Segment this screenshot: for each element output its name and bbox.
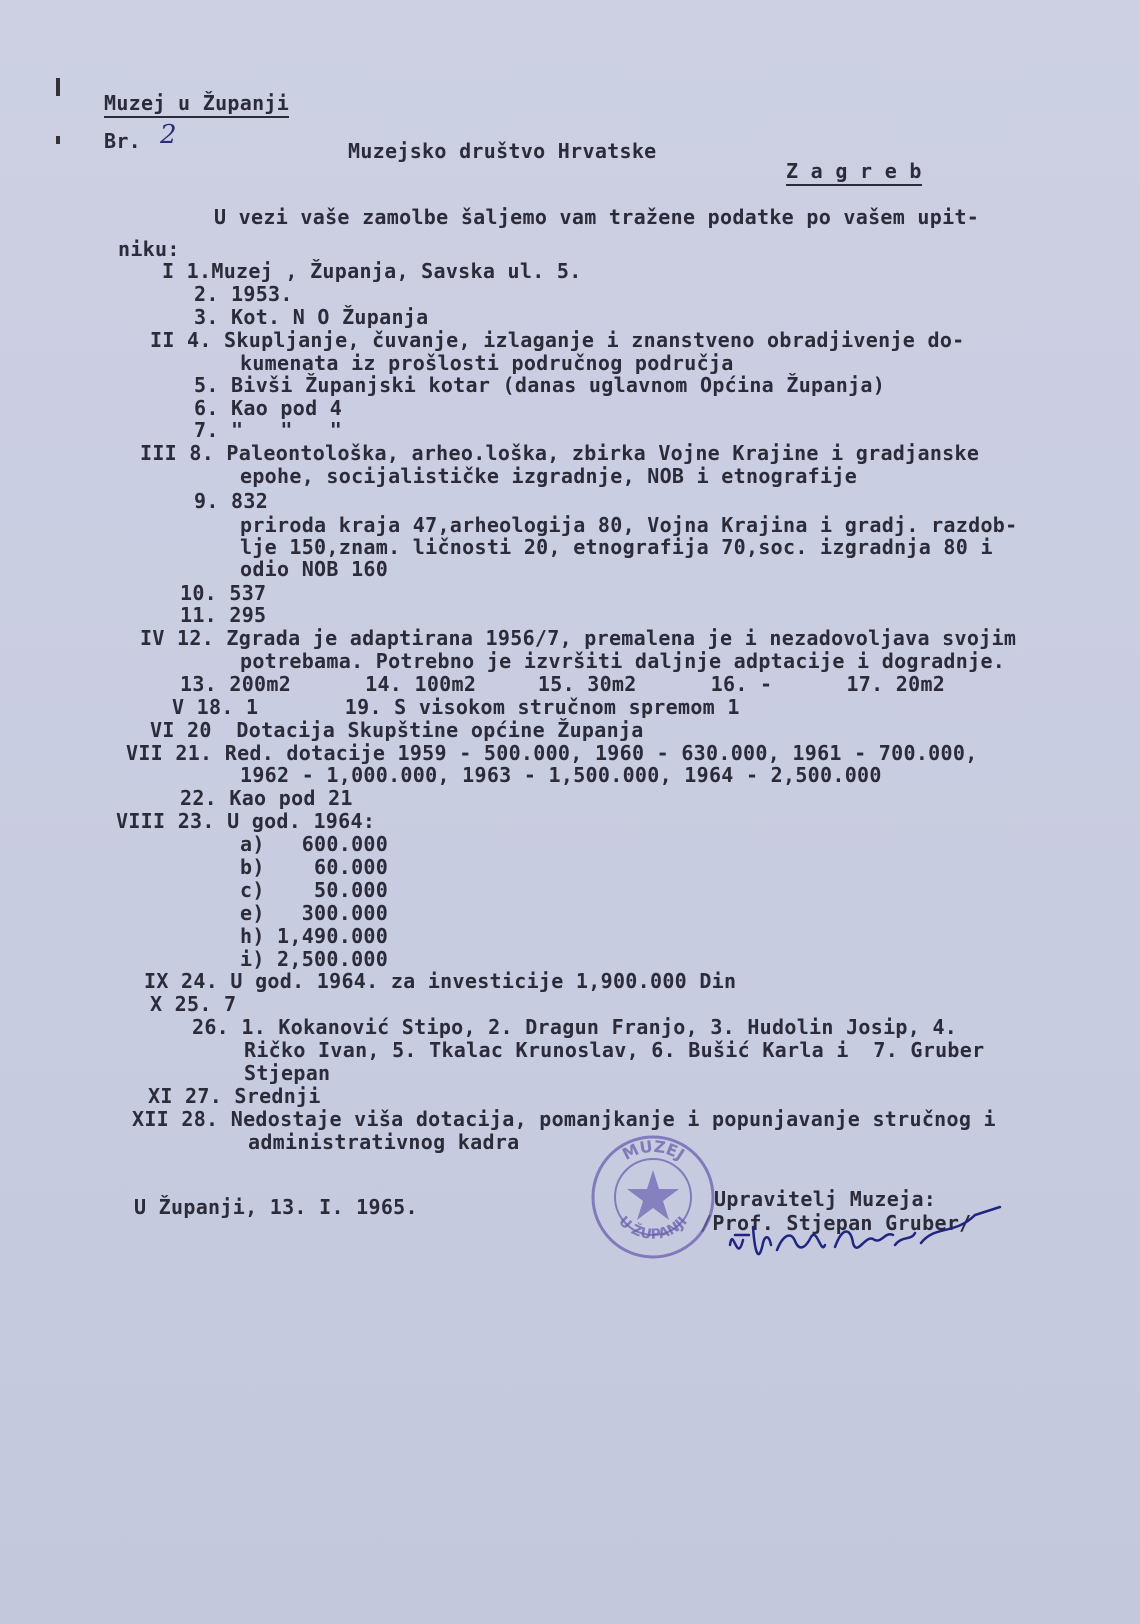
list-item: Stjepan bbox=[244, 1061, 331, 1085]
list-item: Ričko Ivan, 5. Tkalac Krunoslav, 6. Bušić Karla i 7. Gruber bbox=[244, 1038, 985, 1062]
list-item: 1962 - 1,000.000, 1963 - 1,500.000, 1964 - 2,500.000 bbox=[240, 763, 882, 787]
list-item: administrativnog kadra bbox=[248, 1130, 520, 1154]
list-item: priroda kraja 47,arheologija 80, Vojna Krajina i gradj. razdob- bbox=[240, 513, 1018, 537]
list-item: a) 600.000 bbox=[240, 832, 389, 856]
list-item: 5. Bivši Županjski kotar (danas uglavnom Općina Županja) bbox=[194, 373, 886, 397]
list-item: c) 50.000 bbox=[240, 878, 389, 902]
list-item: potrebama. Potrebno je izvršiti daljnje adptacije i dogradnje. bbox=[240, 649, 1006, 673]
list-item: e) 300.000 bbox=[240, 901, 389, 925]
list-item: lje 150,znam. ličnosti 20, etnografija 70,soc. izgradnja 80 i bbox=[240, 535, 993, 559]
sender: Muzej u Županji bbox=[104, 92, 289, 118]
list-item: VI 20 Dotacija Skupštine općine Županja bbox=[150, 718, 644, 742]
place-date: U Županji, 13. I. 1965. bbox=[134, 1195, 418, 1219]
list-item: 13. 200m2 14. 100m2 15. 30m2 16. - 17. 20m2 bbox=[180, 672, 946, 696]
list-item: 6. Kao pod 4 bbox=[194, 396, 343, 420]
list-item: VIII 23. U god. 1964: bbox=[116, 809, 376, 833]
list-item: X 25. 7 bbox=[150, 992, 237, 1016]
margin-mark bbox=[56, 78, 60, 96]
list-item: V 18. 1 19. S visokom stručnom spremom 1 bbox=[172, 695, 740, 719]
museum-stamp bbox=[588, 1132, 718, 1262]
list-item: IX 24. U god. 1964. za investicije 1,900.000 Din bbox=[144, 969, 737, 993]
reference-number: 2 bbox=[160, 120, 177, 150]
list-item: epohe, socijalističke izgradnje, NOB i etnografije bbox=[240, 464, 858, 488]
list-item: IV 12. Zgrada je adaptirana 1956/7, premalena je i nezadovoljava svojim bbox=[140, 626, 1017, 650]
recipient-city: Z a g r e b bbox=[786, 160, 922, 186]
stamp-text-bottom: U ŽUPANJI bbox=[615, 1213, 691, 1243]
stamp-text-top: MUZEJ bbox=[619, 1136, 689, 1165]
list-item: 9. 832 bbox=[194, 489, 269, 513]
list-item: kumenata iz prošlosti područnog područja bbox=[240, 351, 734, 375]
list-item: XII 28. Nedostaje viša dotacija, pomanjkanje i popunjavanje stručnog i bbox=[132, 1107, 996, 1131]
list-item: I 1.Muzej , Županja, Savska ul. 5. bbox=[162, 259, 582, 283]
list-item: 26. 1. Kokanović Stipo, 2. Dragun Franjo, 3. Hudolin Josip, 4. bbox=[192, 1015, 958, 1039]
list-item: XI 27. Srednji bbox=[148, 1084, 321, 1108]
list-item: 7. " " " bbox=[194, 418, 343, 442]
intro-line: niku: bbox=[118, 237, 180, 261]
signatory-title: Upravitelj Muzeja: bbox=[714, 1187, 937, 1211]
list-item: 2. 1953. bbox=[194, 282, 293, 306]
list-item: 22. Kao pod 21 bbox=[180, 786, 353, 810]
handwritten-signature bbox=[725, 1205, 1025, 1275]
reference-label: Br. bbox=[104, 129, 142, 153]
list-item: III 8. Paleontološka, arheo.loška, zbirka Vojne Krajine i gradjanske bbox=[140, 441, 980, 465]
intro-line: U vezi vaše zamolbe šaljemo vam tražene podatke po vašem upit- bbox=[214, 205, 980, 229]
list-item: VII 21. Red. dotacije 1959 - 500.000, 1960 - 630.000, 1961 - 700.000, bbox=[126, 741, 978, 765]
list-item: odio NOB 160 bbox=[240, 557, 389, 581]
list-item: h) 1,490.000 bbox=[240, 924, 389, 948]
star-icon bbox=[627, 1170, 679, 1220]
recipient: Muzejsko društvo Hrvatske bbox=[348, 139, 657, 163]
list-item: 3. Kot. N O Županja bbox=[194, 305, 429, 329]
list-item: II 4. Skupljanje, čuvanje, izlaganje i znanstveno obradjivenje do- bbox=[150, 328, 965, 352]
list-item: b) 60.000 bbox=[240, 855, 389, 879]
list-item: 10. 537 bbox=[180, 581, 267, 605]
list-item: 11. 295 bbox=[180, 603, 267, 627]
list-item: i) 2,500.000 bbox=[240, 947, 389, 971]
signatory-name: /Prof. Stjepan Gruber/ bbox=[700, 1211, 972, 1235]
margin-mark bbox=[56, 136, 60, 144]
